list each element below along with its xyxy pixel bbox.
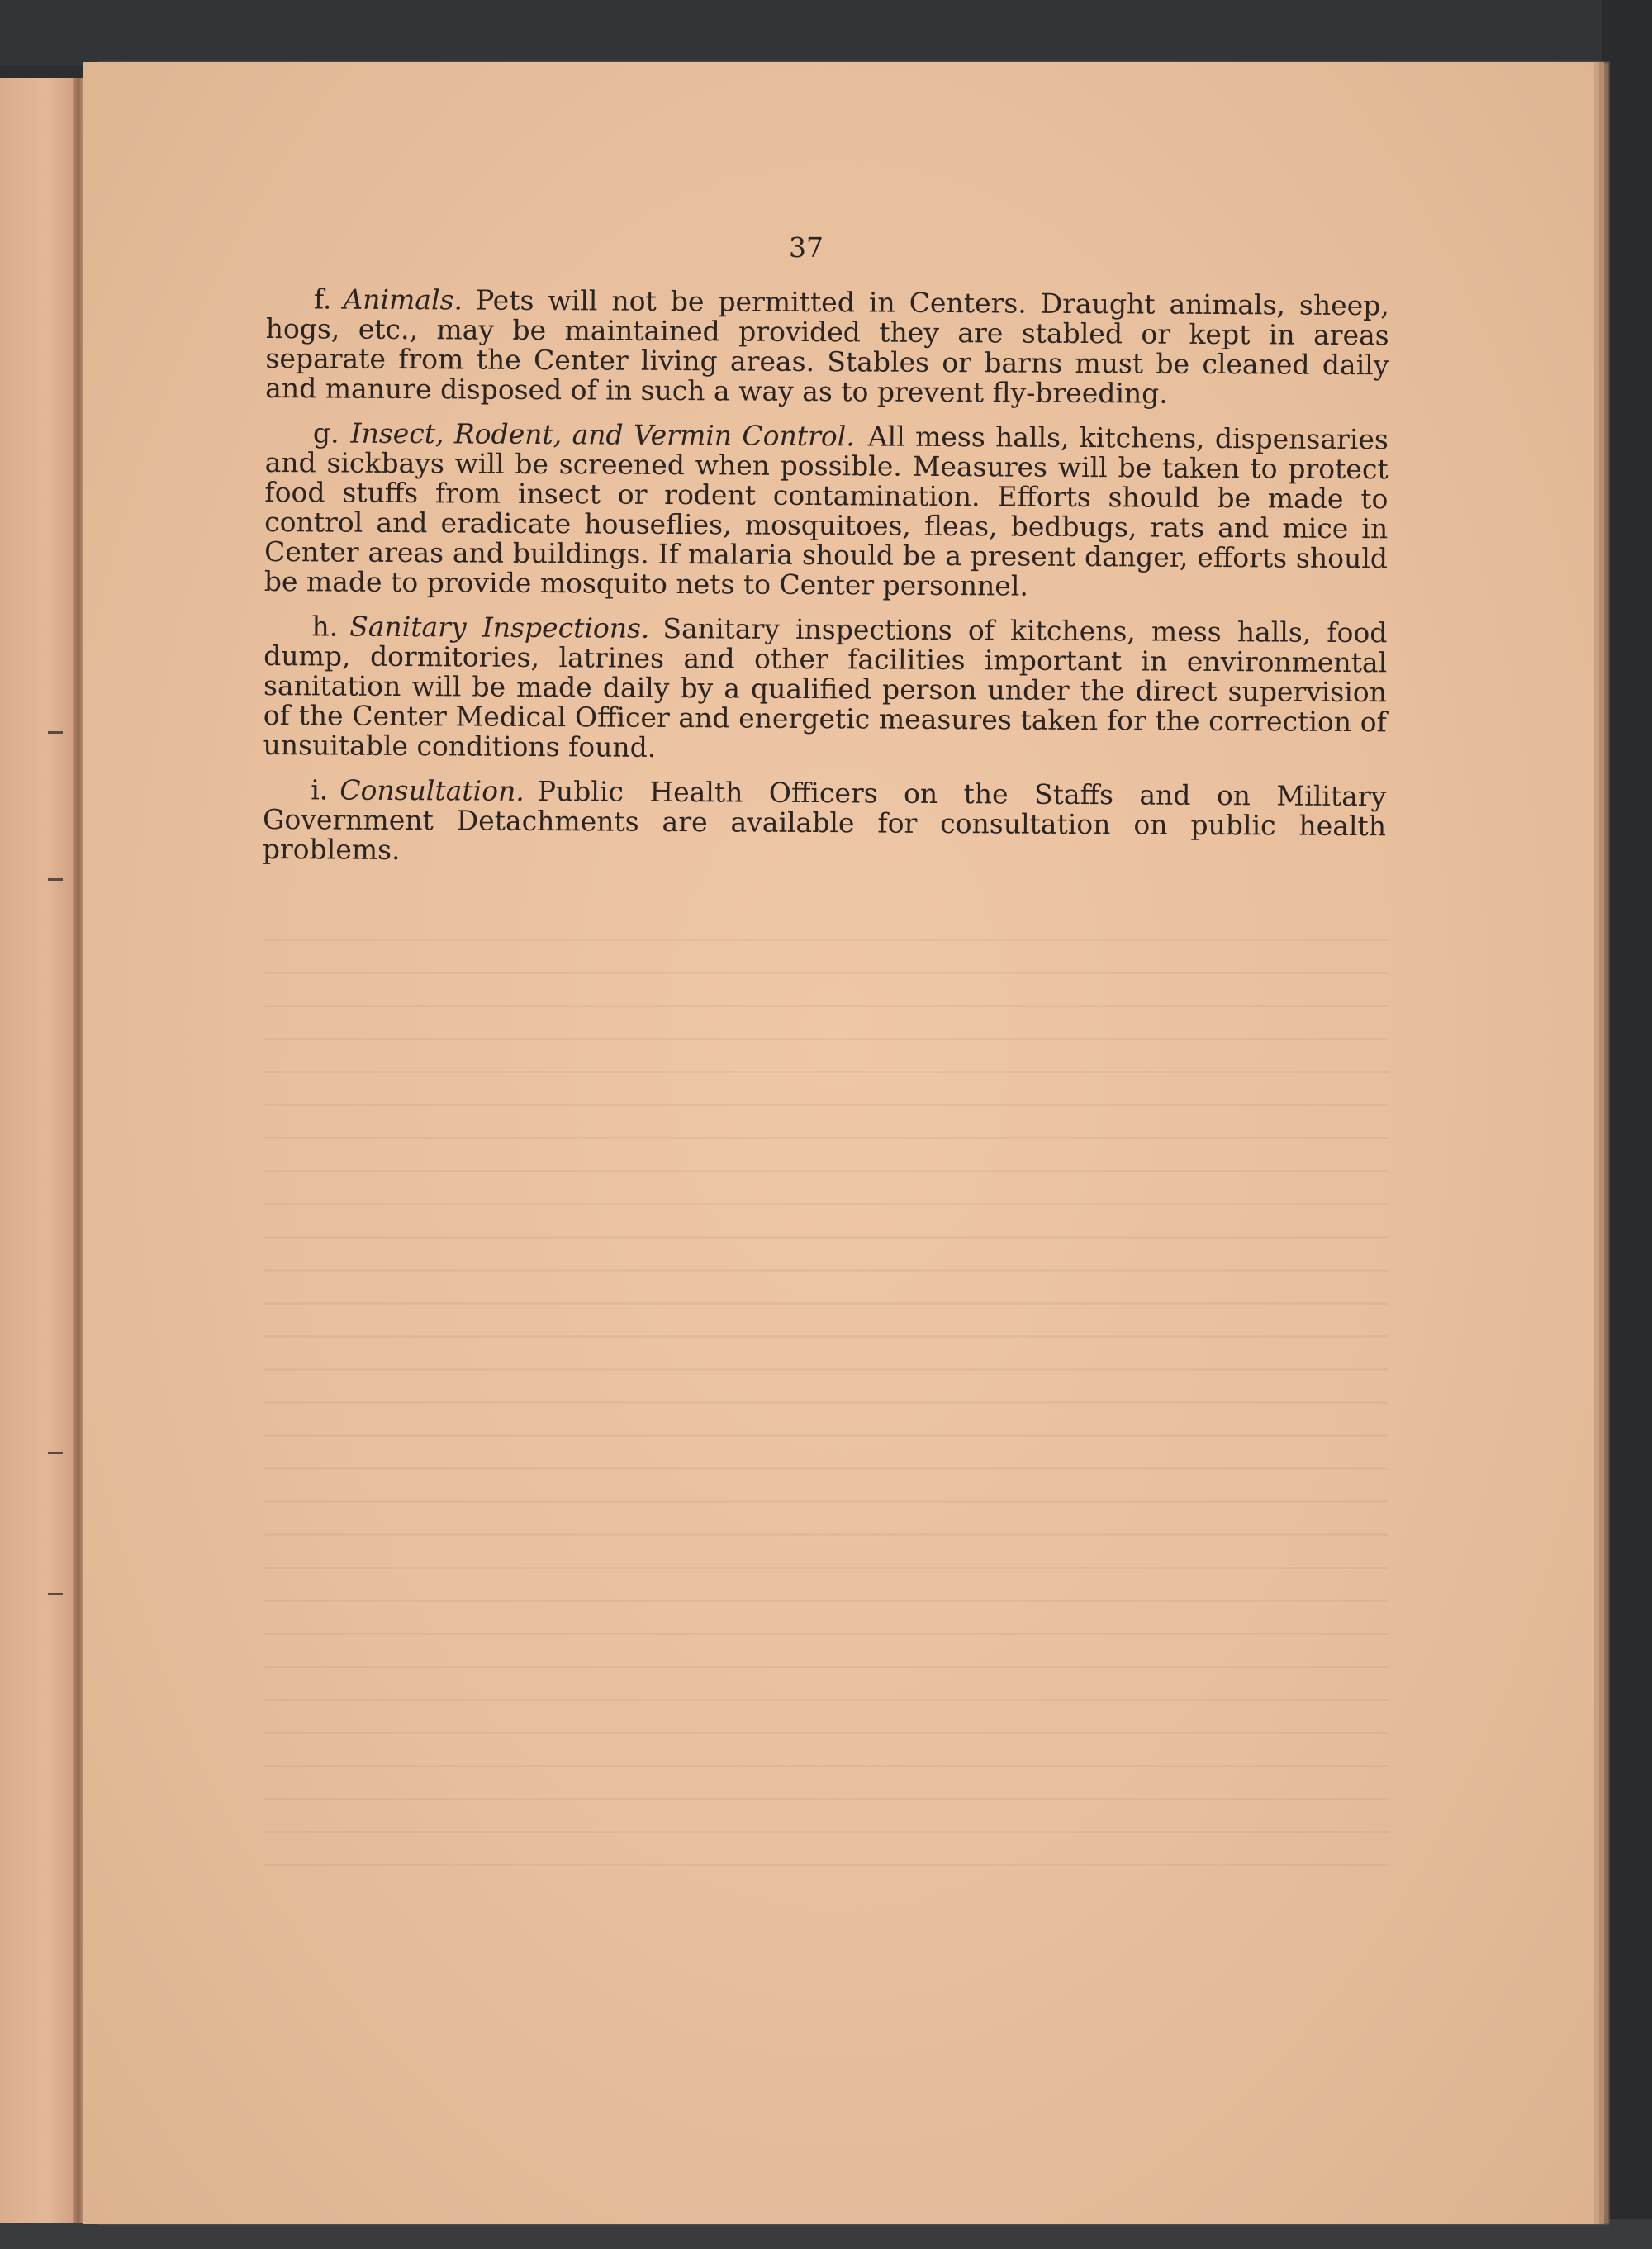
- scan-background-right: [1602, 0, 1652, 2249]
- paragraph-i: [263, 775, 1387, 871]
- paragraph-heading: Animals.: [343, 283, 463, 316]
- paragraph-body: Pets will not be permitted in Centers. Draught animals, sheep, hogs, etc., may be maintained provided they are stabled or kept in areas separate from the Center living areas. Stables or barns must be cleaned daily and manure disposed of in such a way as to prevent fly-breeding.: [265, 283, 1389, 410]
- page-number: 37: [789, 231, 824, 264]
- paragraph-label: i.: [311, 773, 329, 806]
- paragraph-label: g.: [312, 416, 339, 449]
- paragraph-g: [264, 418, 1389, 603]
- scan-background-top: [0, 0, 1652, 66]
- paragraph-f: [265, 284, 1389, 410]
- body-text: [263, 284, 1389, 886]
- paragraph-h: [263, 611, 1387, 767]
- binding-mark: [48, 878, 63, 881]
- paragraph-heading: Consultation.: [339, 773, 525, 807]
- binding-mark: [48, 731, 63, 734]
- binding-mark: [48, 1452, 63, 1454]
- paragraph-body: Public Health Officers on the Staffs and on Military Government Detachments are available for consultation on public health problems.: [262, 775, 1387, 867]
- left-facing-page: [0, 78, 76, 2223]
- paragraph-body: All mess halls, kitchens, dispensaries and sickbays will be screened when possible. Measures will be taken to protect food stuffs from insect or rodent contamination. Efforts should be made to control and eradicate houseflies, mosquitoes, fleas, bedbugs, rats and mice in Center areas and buildings. If malaria should be a present danger, efforts should be made to provide mosquito nets to Center personnel.: [263, 420, 1389, 602]
- binding-mark: [48, 1593, 63, 1595]
- paragraph-body: Sanitary inspections of kitchens, mess halls, food dump, dormitories, latrines and other facilities important in environmental sanitation will be made daily by a qualified person under the direct supervision of the Center Medical Officer and energetic measures taken for the correction of unsuitable conditions found.: [263, 611, 1388, 763]
- paragraph-heading: Sanitary Inspections.: [349, 610, 650, 644]
- paragraph-label: f.: [313, 283, 332, 316]
- paragraph-label: h.: [311, 610, 339, 643]
- paragraph-heading: Insect, Rodent, and Vermin Control.: [350, 416, 855, 453]
